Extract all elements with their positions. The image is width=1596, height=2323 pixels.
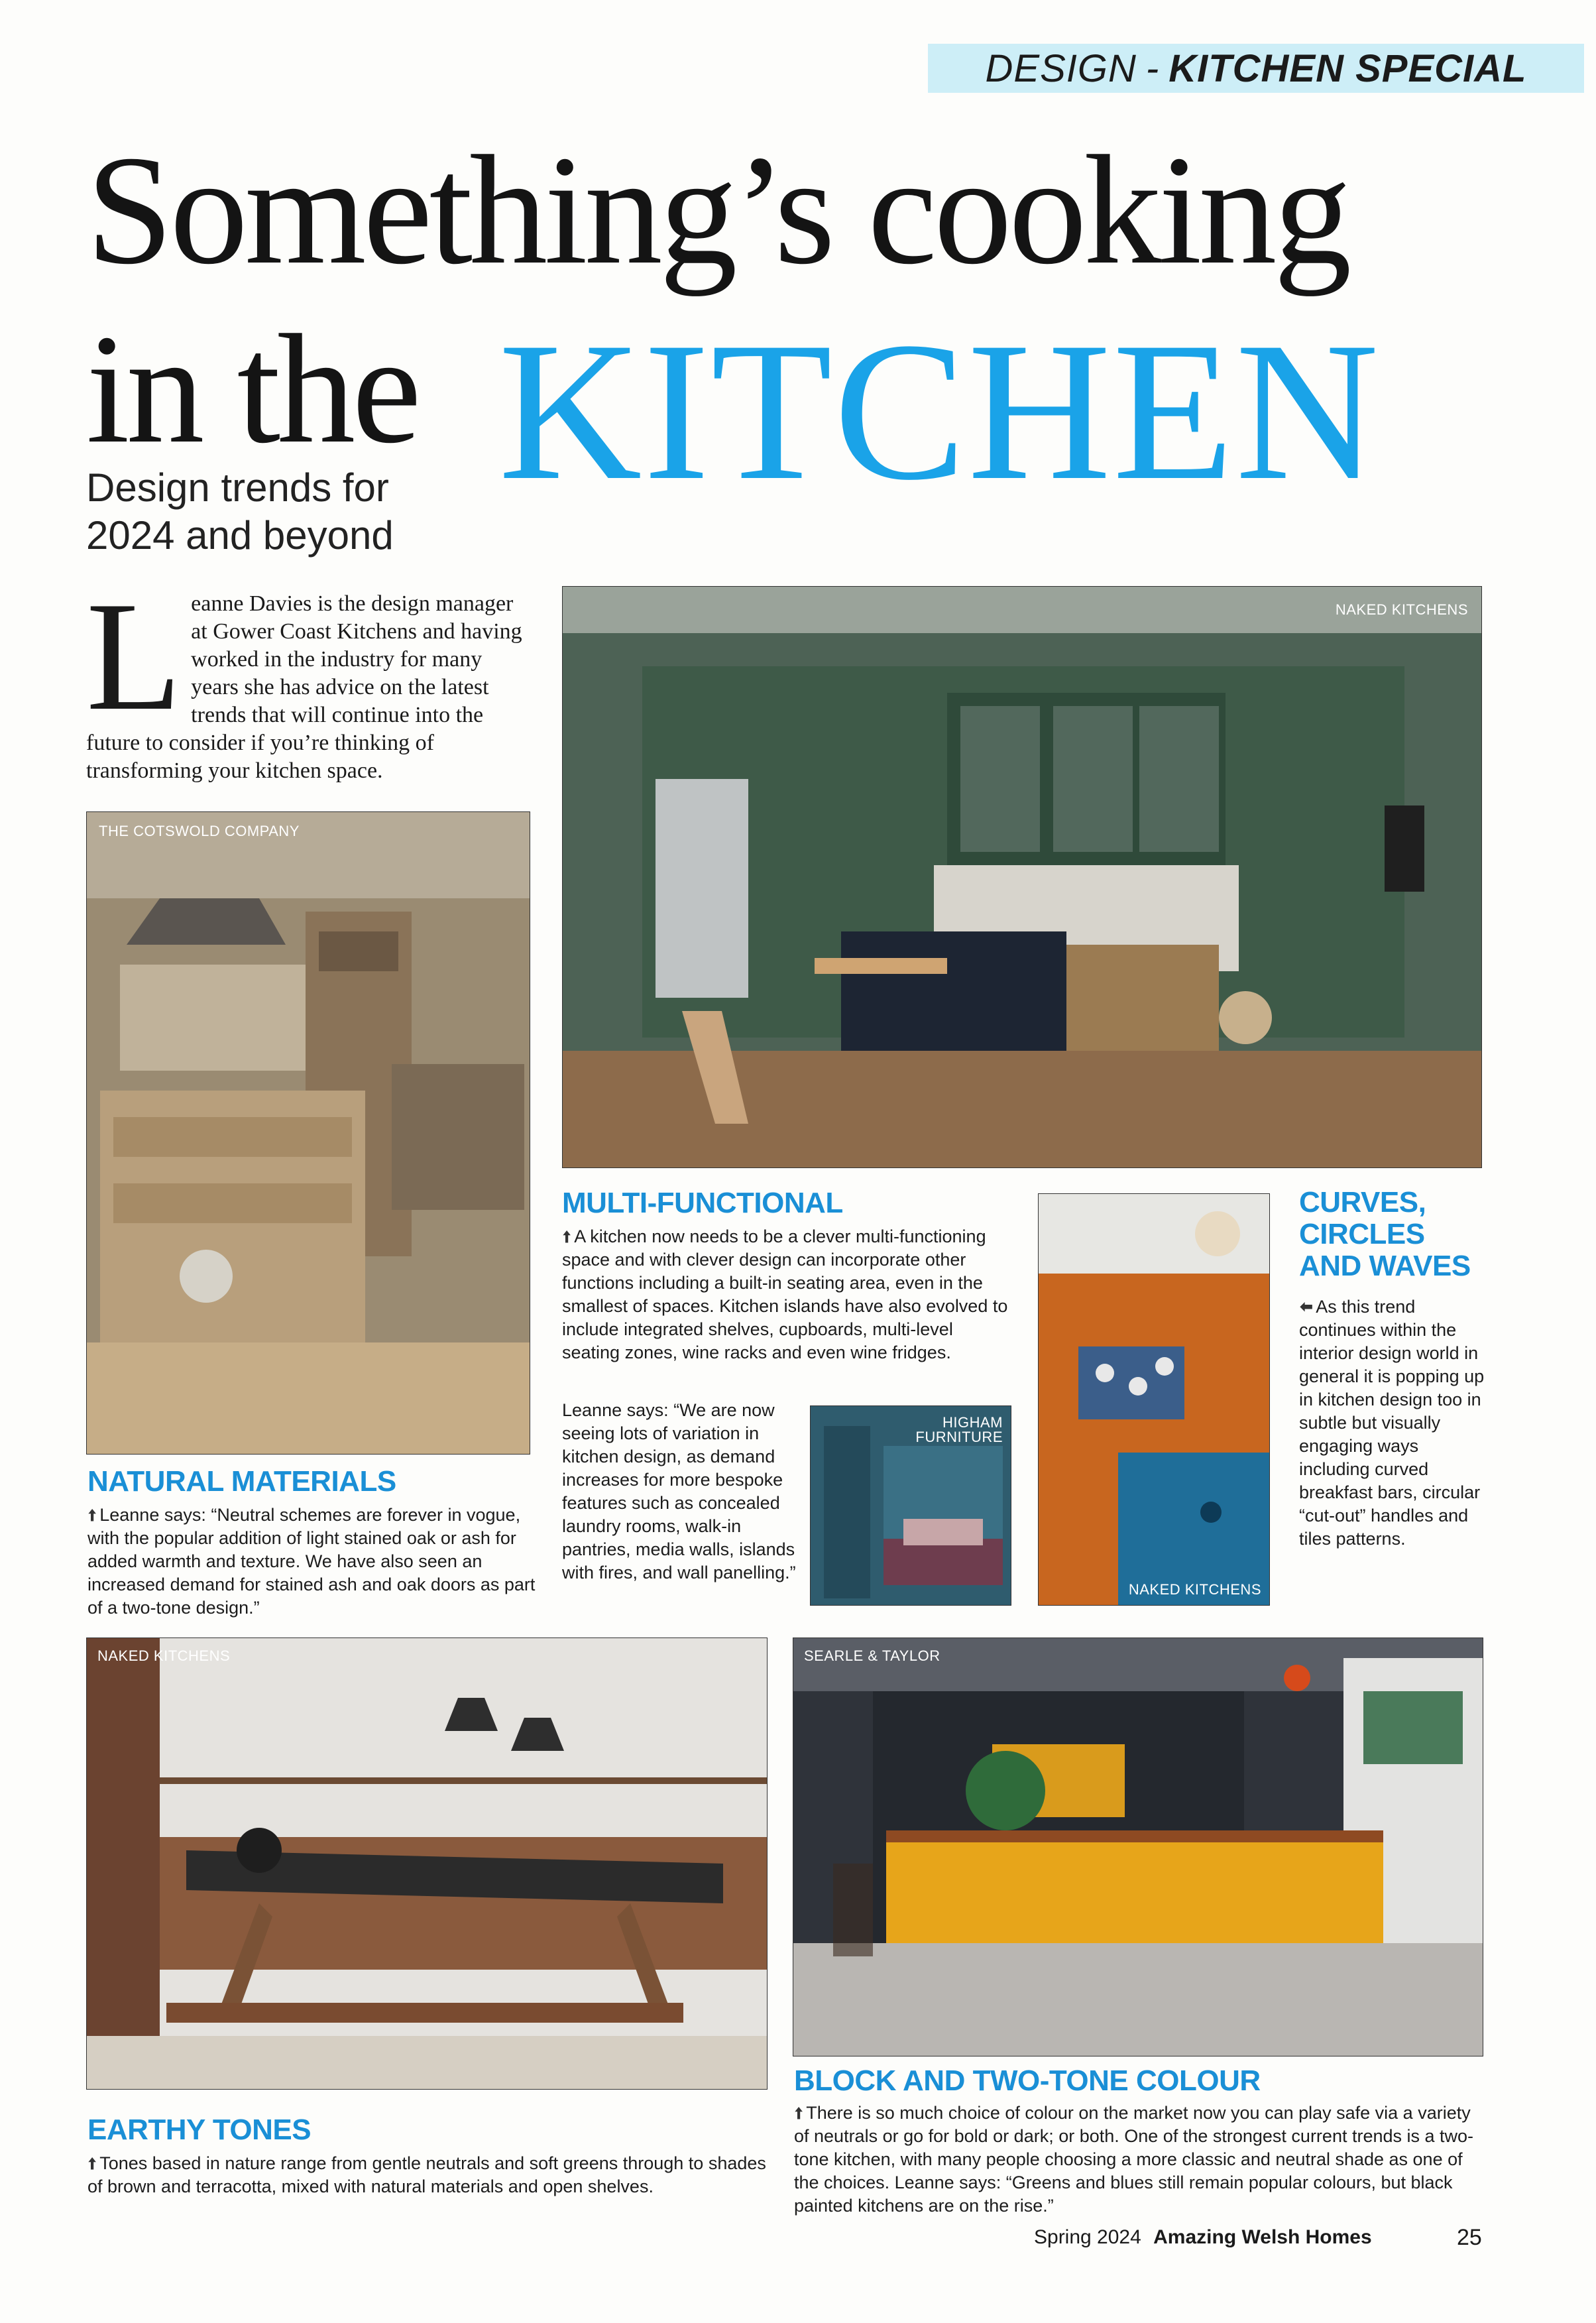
block-colour-body bbox=[794, 2102, 1483, 2218]
curves-body bbox=[1299, 1295, 1486, 1551]
arrow-up-icon: 🠩 bbox=[87, 2153, 97, 2173]
curves-heading-line3: AND WAVES bbox=[1299, 1250, 1471, 1282]
block-colour-kitchen-photo bbox=[793, 1638, 1483, 2056]
page-footer bbox=[1034, 2226, 1372, 2249]
earthy-tones-body bbox=[87, 2152, 770, 2198]
hero-kitchen-photo bbox=[562, 586, 1482, 1168]
section-banner bbox=[928, 44, 1584, 93]
curves-photo-credit: NAKED KITCHENS bbox=[1128, 1581, 1261, 1598]
footer-issue: Spring 2024 bbox=[1034, 2226, 1141, 2248]
arrow-up-icon: 🠩 bbox=[87, 1505, 97, 1525]
arrow-left-icon: 🠬 bbox=[1299, 1297, 1314, 1317]
earthy-tones-text: Tones based in nature range from gentle neutrals and soft greens through to shades of brown and terracotta, mixed with natural materials and open shelves. bbox=[87, 2153, 766, 2196]
page-title-kitchen: KITCHEN bbox=[498, 301, 1381, 521]
drop-cap: L bbox=[86, 570, 182, 743]
banner-section: DESIGN bbox=[985, 46, 1137, 90]
multi-functional-heading: MULTI-FUNCTIONAL bbox=[562, 1187, 843, 1219]
arrow-up-icon: 🠩 bbox=[562, 1226, 572, 1246]
cotswold-photo-credit: THE COTSWOLD COMPANY bbox=[99, 823, 300, 839]
higham-furniture-photo bbox=[810, 1405, 1011, 1606]
intro-paragraph bbox=[86, 570, 524, 785]
curves-heading bbox=[1299, 1187, 1471, 1282]
natural-materials-text: Leanne says: “Neutral schemes are forever in vogue, with the popular addition of light stained oak or ash for added warmth and texture. We have also seen an increased demand for stained ash and oak doors as part of a two-tone design.” bbox=[87, 1505, 536, 1618]
block-colour-photo-credit: SEARLE & TAYLOR bbox=[804, 1647, 940, 1664]
higham-photo-credit: HIGHAM FURNITURE bbox=[915, 1414, 1003, 1445]
footer-magazine: Amazing Welsh Homes bbox=[1153, 2226, 1372, 2248]
banner-special: KITCHEN SPECIAL bbox=[1168, 46, 1527, 90]
page-title-line2-prefix: in the bbox=[86, 303, 418, 476]
curves-heading-line2: CIRCLES bbox=[1299, 1218, 1425, 1250]
page-subtitle: Design trends for 2024 and beyond bbox=[86, 465, 394, 558]
hero-photo-credit: NAKED KITCHENS bbox=[1335, 601, 1468, 618]
earthy-photo-credit: NAKED KITCHENS bbox=[97, 1647, 231, 1664]
page-number: 25 bbox=[1457, 2225, 1482, 2250]
multi-functional-text: A kitchen now needs to be a clever multi-functioning space and with clever design can incorporate other functions including a built-in seating area, even in the smallest of spaces. Kitchen islands have also evolved to include integrated shelves, cupboards, multi-level seating zones, wine racks and even wine fridges. bbox=[562, 1226, 1008, 1362]
multi-functional-quote: Leanne says: “We are now seeing lots of variation in kitchen design, as demand increases for more bespoke features such as concealed laundry rooms, walk-in pantries, media walls, islands with fires, and wall panelling.” bbox=[562, 1400, 796, 1582]
block-colour-text: There is so much choice of colour on the market now you can play safe via a variety of neutrals or go for bold or dark; or both. One of the strongest current trends is a two-tone kitchen, with many people choosing a more classic and neutral shade as one of the choices. Leanne says: “Greens and blues still remain popular colours, but black painted kitchens are on the rise.” bbox=[794, 2103, 1474, 2216]
cotswold-kitchen-photo bbox=[86, 811, 530, 1455]
banner-dash: - bbox=[1145, 46, 1160, 90]
natural-materials-heading: NATURAL MATERIALS bbox=[87, 1465, 396, 1498]
natural-materials-body bbox=[87, 1504, 536, 1620]
intro-text: eanne Davies is the design manager at Gower Coast Kitchens and having worked in the industry for many years she has advice on the latest trends that will continue into the future to consider if you’re thinking of transforming your kitchen space. bbox=[86, 591, 522, 783]
curves-kitchen-photo bbox=[1038, 1193, 1270, 1606]
page-title-line1: Something’s cooking bbox=[86, 124, 1349, 297]
earthy-kitchen-photo bbox=[86, 1638, 768, 2090]
earthy-tones-heading: EARTHY TONES bbox=[87, 2114, 312, 2146]
arrow-up-icon: 🠩 bbox=[794, 2103, 804, 2123]
curves-text: As this trend continues within the interior design world in general it is popping up in kitchen design too in subtle but visually engaging ways including curved breakfast bars, circular “cut-out” handles and tiles patterns. bbox=[1299, 1297, 1485, 1549]
multi-functional-body bbox=[562, 1225, 1013, 1364]
block-colour-heading: BLOCK AND TWO-TONE COLOUR bbox=[794, 2064, 1261, 2097]
curves-heading-line1: CURVES, bbox=[1299, 1186, 1426, 1219]
